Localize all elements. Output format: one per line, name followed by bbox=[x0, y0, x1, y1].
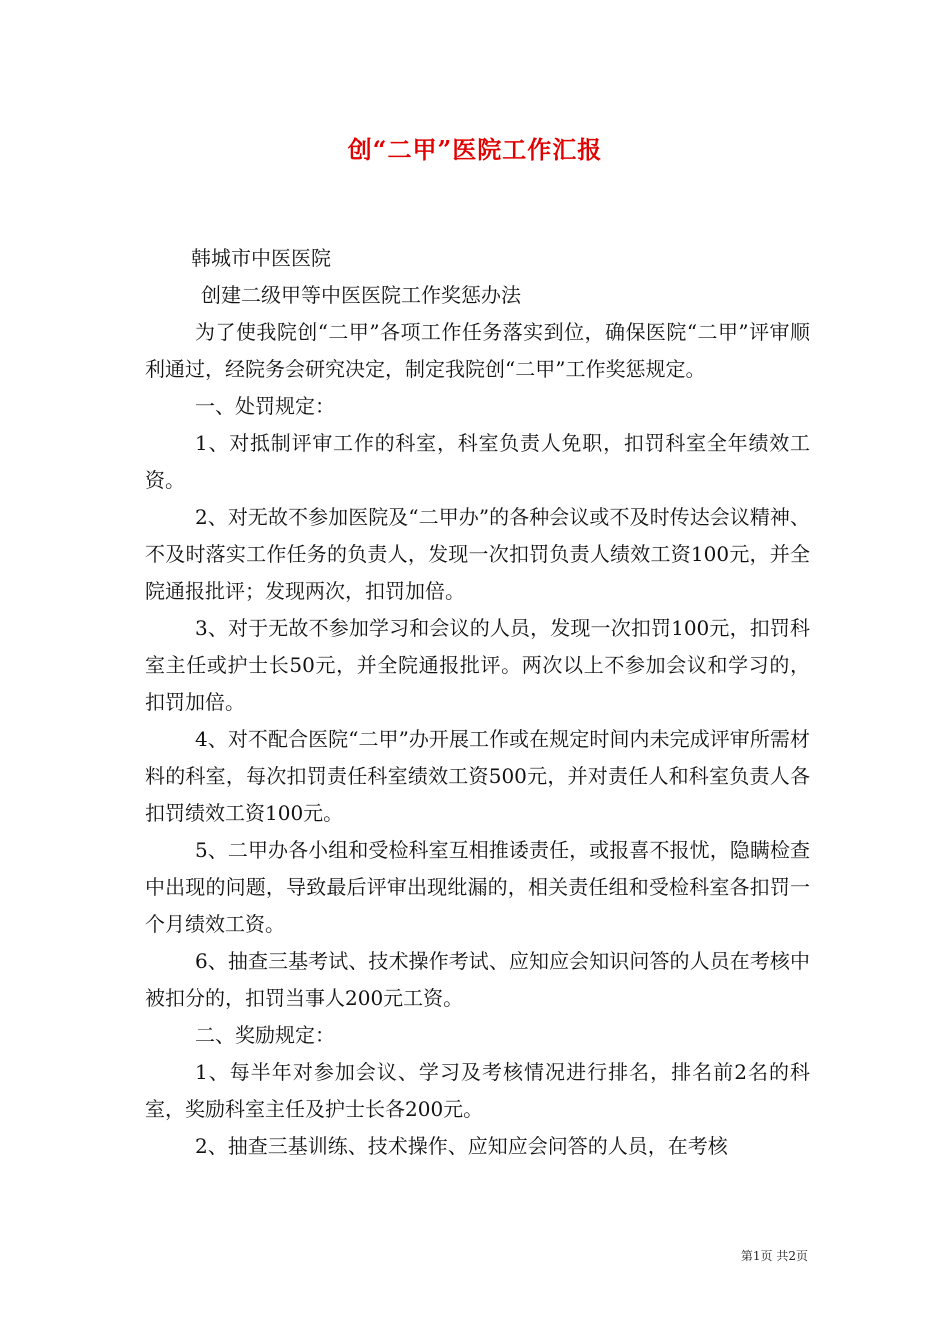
penalty-item-1: 1、对抵制评审工作的科室，科室负责人免职，扣罚科室全年绩效工资。 bbox=[145, 431, 810, 492]
penalty-item-5: 5、二甲办各小组和受检科室互相推诿责任，或报喜不报忧，隐瞒检查中出现的问题，导致最后评审出现纰漏的，相关责任组和受检科室各扣罚一个月绩效工资。 bbox=[145, 838, 810, 936]
document-subtitle: 创建二级甲等中医医院工作奖惩办法 bbox=[201, 283, 521, 307]
reward-item-2: 2、抽查三基训练、技术操作、应知应会问答的人员，在考核 bbox=[195, 1134, 728, 1158]
document-title: 创“二甲”医院工作汇报 bbox=[347, 135, 603, 164]
organization-name: 韩城市中医医院 bbox=[191, 246, 331, 270]
penalty-item-3: 3、对于无故不参加学习和会议的人员，发现一次扣罚100元，扣罚科室主任或护士长50元，并全院通报批评。两次以上不参加会议和学习的，扣罚加倍。 bbox=[145, 616, 810, 714]
penalty-item-6: 6、抽查三基考试、技术操作考试、应知应会知识问答的人员在考核中被扣分的，扣罚当事人200元工资。 bbox=[145, 949, 810, 1010]
document-body bbox=[145, 240, 810, 1165]
section-heading-penalties: 一、处罚规定： bbox=[195, 394, 335, 418]
section-heading-rewards: 二、奖励规定： bbox=[195, 1023, 335, 1047]
paragraph-intro: 为了使我院创“二甲”各项工作任务落实到位，确保医院“二甲”评审顺利通过，经院务会研究决定，制定我院创“二甲”工作奖惩规定。 bbox=[145, 320, 810, 381]
page-number: 第1页 共2页 bbox=[740, 1249, 808, 1263]
penalty-item-2: 2、对无故不参加医院及“二甲办”的各种会议或不及时传达会议精神、不及时落实工作任务的负责人，发现一次扣罚负责人绩效工资100元，并全院通报批评；发现两次，扣罚加倍。 bbox=[145, 505, 810, 603]
reward-item-1: 1、每半年对参加会议、学习及考核情况进行排名，排名前2名的科室，奖励科室主任及护士长各200元。 bbox=[145, 1060, 810, 1121]
penalty-item-4: 4、对不配合医院“二甲”办开展工作或在规定时间内未完成评审所需材料的科室，每次扣罚责任科室绩效工资500元，并对责任人和科室负责人各扣罚绩效工资100元。 bbox=[145, 727, 810, 825]
